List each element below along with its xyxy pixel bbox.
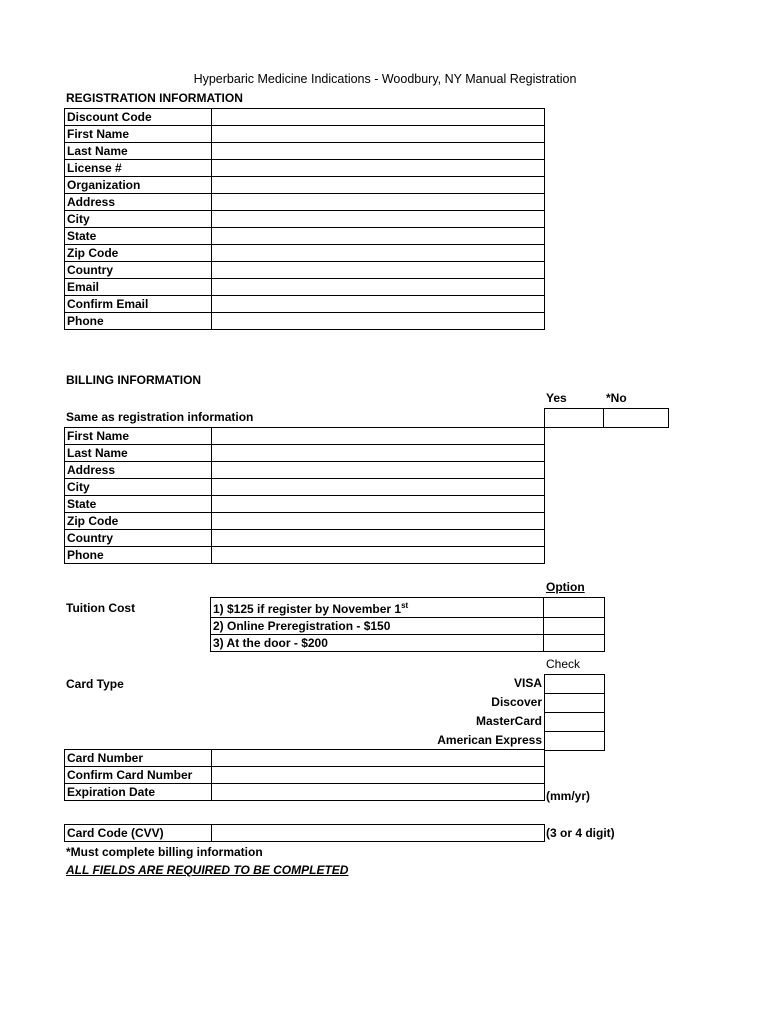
registration-field-input[interactable] (212, 143, 545, 160)
same-as-no-box[interactable] (603, 408, 669, 428)
table-row (65, 428, 545, 445)
table-row (65, 313, 545, 330)
registration-field-label: Email (65, 279, 212, 296)
registration-field-label: Last Name (65, 143, 212, 160)
registration-field-input[interactable] (212, 313, 545, 330)
billing-field-label: Phone (65, 547, 212, 564)
table-row (65, 479, 545, 496)
registration-field-label: Country (65, 262, 212, 279)
billing-field-input[interactable] (212, 547, 545, 564)
registration-field-label: Zip Code (65, 245, 212, 262)
table-row (65, 126, 545, 143)
table-row (65, 825, 545, 842)
card-type-checkbox[interactable] (544, 674, 605, 694)
billing-required-note: *Must complete billing information (66, 845, 263, 859)
tuition-option-box[interactable] (544, 598, 605, 618)
billing-field-label: First Name (65, 428, 212, 445)
table-row (65, 445, 545, 462)
table-row (65, 160, 545, 177)
card-type-label: VISA (513, 676, 542, 690)
registration-field-input[interactable] (212, 126, 545, 143)
cvv-label: Card Code (CVV) (65, 825, 212, 842)
registration-field-label: Address (65, 194, 212, 211)
all-fields-required-note: ALL FIELDS ARE REQUIRED TO BE COMPLETED (66, 863, 349, 877)
table-row (65, 513, 545, 530)
registration-field-label: First Name (65, 126, 212, 143)
registration-field-input[interactable] (212, 211, 545, 228)
billing-field-input[interactable] (212, 513, 545, 530)
billing-heading: BILLING INFORMATION (66, 373, 202, 387)
table-row (211, 635, 605, 652)
registration-field-input[interactable] (212, 296, 545, 313)
check-header: Check (546, 657, 581, 671)
registration-field-label: City (65, 211, 212, 228)
billing-field-input[interactable] (212, 479, 545, 496)
same-as-yes-box[interactable] (544, 408, 605, 428)
registration-field-input[interactable] (212, 228, 545, 245)
table-row (65, 750, 545, 767)
tuition-option-label (211, 598, 544, 618)
billing-field-label: Country (65, 530, 212, 547)
registration-field-label: Confirm Email (65, 296, 212, 313)
tuition-option-box[interactable] (544, 635, 605, 652)
card-table (64, 749, 545, 801)
page-title: Hyperbaric Medicine Indications - Woodbury, NY Manual Registration (193, 72, 577, 86)
same-as-registration-label: Same as registration information (66, 410, 254, 424)
table-row (65, 262, 545, 279)
registration-field-label: State (65, 228, 212, 245)
registration-field-input[interactable] (212, 262, 545, 279)
registration-field-input[interactable] (212, 245, 545, 262)
table-row (65, 194, 545, 211)
cvv-input[interactable] (212, 825, 545, 842)
table-row (65, 296, 545, 313)
table-row (65, 784, 545, 801)
card-field-input[interactable] (212, 767, 545, 784)
registration-field-label: Organization (65, 177, 212, 194)
registration-field-input[interactable] (212, 177, 545, 194)
cvv-table (64, 824, 545, 842)
registration-field-input[interactable] (212, 194, 545, 211)
table-row (65, 530, 545, 547)
billing-field-label: Last Name (65, 445, 212, 462)
tuition-option-text: 1) $125 if register by November 1 (213, 602, 402, 616)
table-row (65, 462, 545, 479)
tuition-option-text: 3) At the door - $200 (213, 636, 328, 650)
option-header: Option (546, 580, 585, 594)
registration-field-input[interactable] (212, 109, 545, 126)
cvv-hint: (3 or 4 digit) (546, 826, 615, 840)
tuition-option-text: 2) Online Preregistration - $150 (213, 619, 391, 633)
billing-field-label: State (65, 496, 212, 513)
table-row (211, 618, 605, 635)
billing-field-input[interactable] (212, 445, 545, 462)
registration-field-label: Phone (65, 313, 212, 330)
card-type-label: Discover (491, 695, 542, 709)
card-field-label: Confirm Card Number (65, 767, 212, 784)
table-row (65, 767, 545, 784)
table-row (65, 279, 545, 296)
table-row (65, 547, 545, 564)
billing-field-input[interactable] (212, 428, 545, 445)
expiration-hint: (mm/yr) (546, 789, 591, 803)
billing-field-label: Zip Code (65, 513, 212, 530)
tuition-option-label (211, 618, 544, 635)
table-row (65, 211, 545, 228)
card-field-label: Expiration Date (65, 784, 212, 801)
tuition-table (210, 597, 605, 652)
yes-label: Yes (546, 391, 567, 405)
registration-table (64, 108, 545, 330)
registration-heading: REGISTRATION INFORMATION (66, 91, 243, 105)
table-row (65, 143, 545, 160)
card-type-checkbox[interactable] (544, 731, 605, 751)
card-type-checkbox[interactable] (544, 693, 605, 713)
registration-field-input[interactable] (212, 279, 545, 296)
billing-field-input[interactable] (212, 530, 545, 547)
tuition-option-label (211, 635, 544, 652)
card-type-label: Card Type (66, 677, 124, 691)
card-field-label: Card Number (65, 750, 212, 767)
registration-field-label: Discount Code (65, 109, 212, 126)
billing-field-input[interactable] (212, 462, 545, 479)
table-row (65, 228, 545, 245)
table-row (65, 177, 545, 194)
tuition-label: Tuition Cost (66, 601, 136, 615)
billing-field-label: Address (65, 462, 212, 479)
table-row (65, 109, 545, 126)
billing-field-input[interactable] (212, 496, 545, 513)
no-label: *No (606, 391, 627, 405)
registration-field-label: License # (65, 160, 212, 177)
card-type-label: American Express (437, 733, 542, 747)
card-type-label: MasterCard (475, 714, 542, 728)
card-type-checkbox[interactable] (544, 712, 605, 732)
billing-field-label: City (65, 479, 212, 496)
billing-table (64, 427, 545, 564)
tuition-option-box[interactable] (544, 618, 605, 635)
table-row (211, 598, 605, 618)
card-field-input[interactable] (212, 784, 545, 801)
table-row (65, 245, 545, 262)
table-row (65, 496, 545, 513)
card-field-input[interactable] (212, 750, 545, 767)
registration-field-input[interactable] (212, 160, 545, 177)
tuition-option-sup: st (401, 601, 409, 610)
